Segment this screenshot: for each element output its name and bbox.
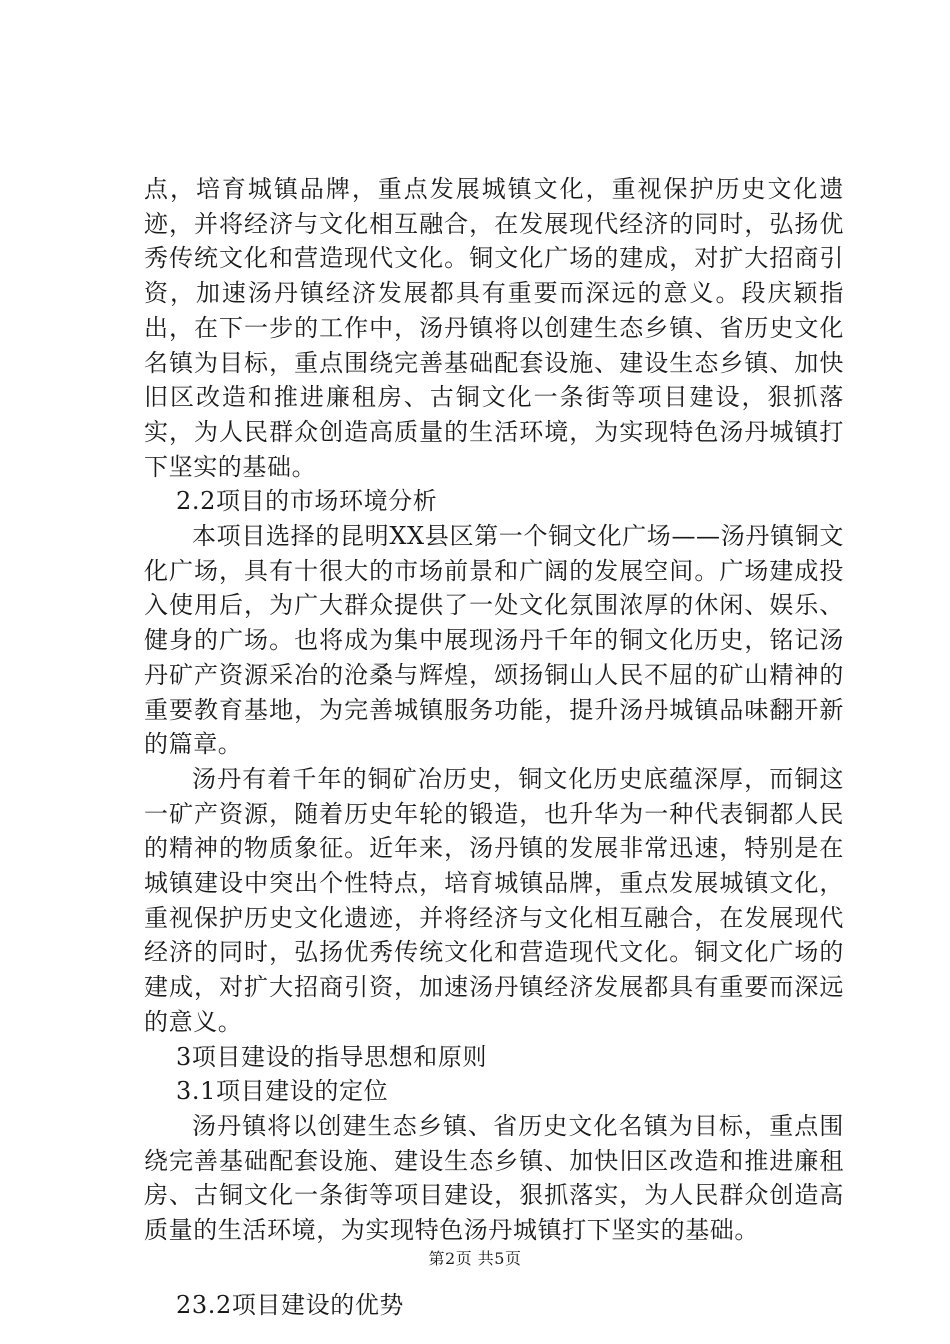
document-body [144,172,844,1323]
subsection-heading: 23.2项目建设的优势 [176,1290,405,1319]
body-paragraph: 本项目选择的昆明XX县区第一个铜文化广场——汤丹镇铜文化广场，具有十很大的市场前景和广阔的发展空间。广场建成投入使用后，为广大群众提供了一处文化氛围浓厚的休闲、娱乐、健身的广场。也将成为集中展现汤丹千年的铜文化历史，铭记汤丹矿产资源采冶的沧桑与辉煌，颂扬铜山人民不屈的矿山精神的重要教育基地，为完善城镇服务功能，提升汤丹城镇品味翻开新的篇章。 [144,522,844,759]
section-heading: 3项目建设的指导思想和原则 [176,1042,488,1071]
body-paragraph: 汤丹镇将以创建生态乡镇、省历史文化名镇为目标，重点围绕完善基础配套设施、建设生态乡镇、加快旧区改造和推进廉租房、古铜文化一条街等项目建设，狠抓落实，为人民群众创造高质量的生活环境，为实现特色汤丹城镇打下坚实的基础。 [144,1111,844,1245]
body-paragraph: 点，培育城镇品牌，重点发展城镇文化，重视保护历史文化遗迹，并将经济与文化相互融合，在发展现代经济的同时，弘扬优秀传统文化和营造现代文化。铜文化广场的建成，对扩大招商引资，加速汤丹镇经济发展都具有重要而深远的意义。段庆颖指出，在下一步的工作中，汤丹镇将以创建生态乡镇、省历史文化名镇为目标，重点围绕完善基础配套设施、建设生态乡镇、加快旧区改造和推进廉租房、古铜文化一条街等项目建设，狠抓落实，为人民群众创造高质量的生活环境，为实现特色汤丹城镇打下坚实的基础。 [144,175,844,481]
subsection-heading: 3.1项目建设的定位 [176,1077,389,1106]
section-heading: 2.2项目的市场环境分析 [176,487,438,516]
body-paragraph: 汤丹有着千年的铜矿冶历史，铜文化历史底蕴深厚，而铜这一矿产资源，随着历史年轮的锻造，也升华为一种代表铜都人民的精神的物质象征。近年来，汤丹镇的发展非常迅速，特别是在城镇建设中突出个性特点，培育城镇品牌，重点发展城镇文化，重视保护历史文化遗迹，并将经济与文化相互融合，在发展现代经济的同时，弘扬优秀传统文化和营造现代文化。铜文化广场的建成，对扩大招商引资，加速汤丹镇经济发展都具有重要而深远的意义。 [144,764,844,1036]
page-footer: 第2页 共5页 [428,1249,522,1268]
